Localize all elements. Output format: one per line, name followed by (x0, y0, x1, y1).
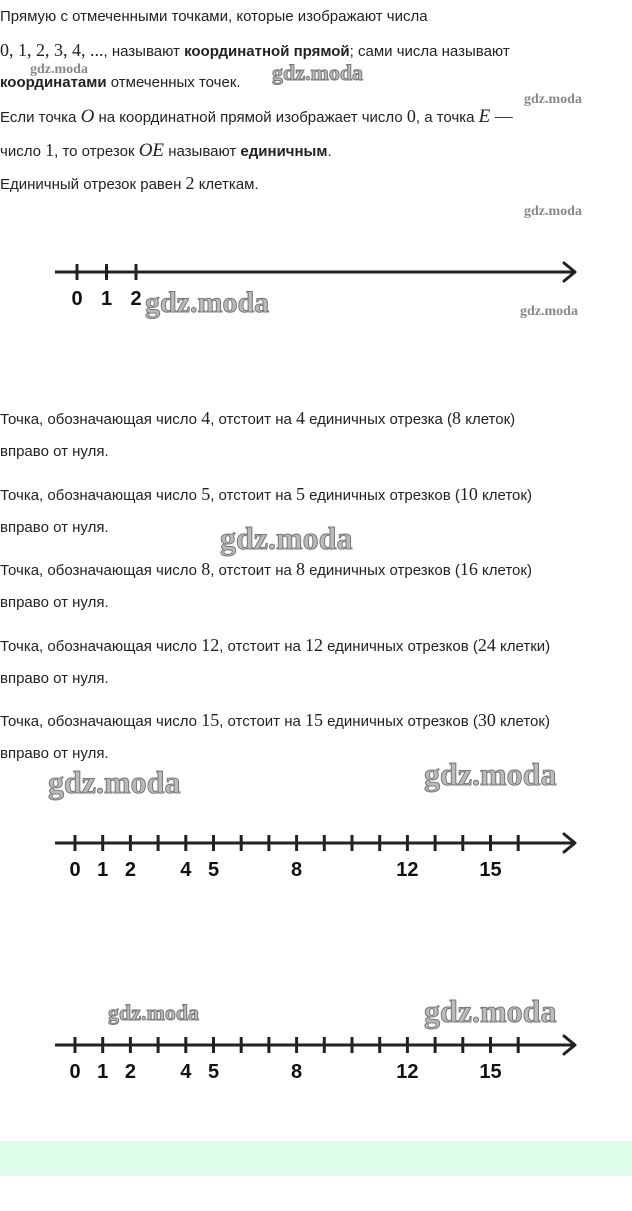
tick-label: 2 (124, 859, 136, 876)
watermark: gdz.moda (424, 993, 557, 1029)
math: 15 (201, 710, 220, 730)
text: единичных отрезков ( (323, 713, 478, 730)
point-description-line2: вправо от нуля. (0, 669, 109, 687)
math: 24 (477, 634, 496, 655)
tick-label: 0 (69, 1061, 81, 1078)
point-description-line2: вправо от нуля. (0, 443, 109, 460)
paragraph-line (0, 7, 428, 27)
watermark: gdz.moda (272, 60, 364, 85)
math: 5 (201, 483, 211, 504)
math: O (80, 106, 95, 127)
point-description (0, 559, 532, 581)
text: Точка, обозначающая число (0, 562, 202, 579)
tick-label: 12 (396, 859, 419, 876)
point-description-line2: вправо от нуля. (0, 518, 109, 536)
math: 12 (201, 634, 220, 655)
tick-label: 1 (97, 1061, 109, 1078)
tick-label: 8 (291, 1061, 303, 1078)
text: , отстоит на (219, 713, 305, 730)
text: единичных отрезков ( (323, 637, 478, 655)
tick-label: 0 (71, 288, 83, 305)
text: клеток) (495, 713, 550, 730)
tick-label: 1 (100, 288, 113, 305)
tick-label: 8 (291, 859, 303, 876)
point-description (0, 484, 532, 506)
math: 8 (296, 559, 305, 579)
text: Прямую с отмеченными точками, которые изображают числа (0, 8, 428, 25)
math: 8 (201, 559, 211, 579)
term: единичным (240, 143, 328, 160)
tick-label: 4 (180, 1061, 192, 1078)
text: Точка, обозначающая число (0, 486, 202, 504)
math: 2 (185, 173, 195, 193)
watermark: gdz.moda (30, 62, 88, 77)
tick-label: 5 (207, 859, 220, 876)
math: 0 (406, 106, 416, 126)
text: единичных отрезков ( (305, 486, 460, 504)
text: отмеченных точек. (106, 74, 241, 91)
paragraph-line: Единичный отрезок равен 2 клеткам. (0, 173, 259, 193)
watermark: gdz.moda (424, 756, 557, 792)
tick-label: 2 (124, 1061, 136, 1078)
math: OE (138, 140, 165, 161)
watermark: gdz.moda (108, 1000, 200, 1025)
text: , отстоит на (210, 486, 296, 504)
text: , отстоит на (210, 562, 296, 579)
text: Точка, обозначающая число (0, 411, 202, 428)
text: ; сами числа называют (349, 43, 510, 60)
term: координатной прямой (184, 43, 350, 60)
text: клеток) (461, 411, 516, 428)
text: единичных отрезков ( (305, 562, 460, 579)
paragraph-line: число 1, то отрезок OE называют единичным. (0, 140, 332, 161)
watermark: gdz.moda (524, 92, 582, 107)
math: 8 (452, 408, 462, 428)
math: 10 (459, 483, 478, 504)
math: E (478, 106, 491, 127)
math: 1 (45, 140, 55, 160)
number-line-1 (0, 245, 632, 305)
paragraph-line (0, 40, 510, 62)
tick-label: 15 (479, 859, 502, 876)
tick-label: 12 (396, 1061, 419, 1078)
watermark: gdz.moda (524, 204, 582, 219)
number-line-2 (0, 816, 632, 876)
tick-label: 5 (207, 1061, 220, 1078)
tick-label: 15 (479, 1061, 502, 1078)
math: 5 (296, 483, 305, 504)
math: 16 (459, 559, 478, 579)
text: клеток) (477, 486, 532, 504)
tick-label: 4 (180, 859, 192, 876)
math: 12 (305, 634, 323, 655)
point-description (0, 710, 550, 732)
point-description (0, 408, 515, 430)
tick-label: 0 (69, 859, 81, 876)
tick-label: 2 (130, 288, 142, 305)
text: Точка, обозначающая число (0, 637, 202, 655)
text: Точка, обозначающая число (0, 713, 202, 730)
point-description-line2: вправо от нуля. (0, 745, 109, 762)
math: 0, 1, 2, 3, 4, ... (0, 40, 104, 60)
math: 15 (305, 710, 323, 730)
text: единичных отрезка ( (305, 411, 453, 428)
text: , отстоит на (210, 411, 296, 428)
watermark: gdz.moda (520, 304, 578, 319)
tick-label: 1 (97, 859, 109, 876)
text: , называют (103, 43, 185, 60)
term: координатами (0, 74, 107, 91)
text: клеток) (477, 562, 532, 579)
paragraph-line: Если точка O на координатной прямой изображает число 0, а точка E — (0, 106, 513, 127)
point-description-line2: вправо от нуля. (0, 594, 109, 611)
math: 4 (296, 408, 305, 428)
point-description (0, 635, 550, 657)
watermark: gdz.moda (145, 286, 270, 319)
watermark: gdz.moda (48, 764, 181, 800)
text: клетки) (495, 637, 551, 655)
math: 4 (201, 408, 211, 428)
watermark: gdz.moda (220, 520, 353, 556)
text: , отстоит на (219, 637, 305, 655)
math: 30 (477, 710, 496, 730)
footer-bar (0, 1141, 632, 1176)
